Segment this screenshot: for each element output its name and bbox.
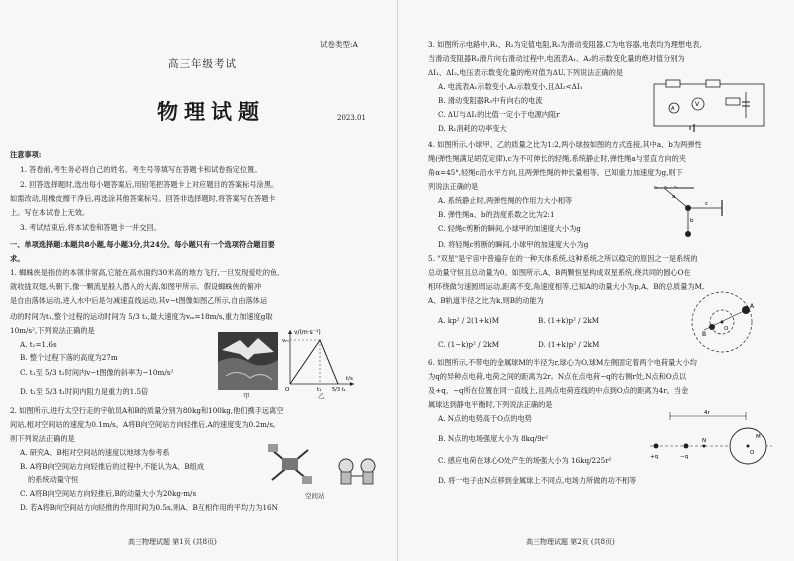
- question-1-line: 1. 蜘蛛侠是指仿的本领非常高,它能在高水面约30米高的地方飞行,一旦发现爱吃的鱼,: [10, 268, 280, 277]
- question-5-option: D. (1+k)p² / 2kM: [538, 340, 600, 349]
- svg-text:c: c: [705, 201, 709, 207]
- exam-page-2: [397, 0, 794, 561]
- question-4-option: D. 将轻绳c剪断的瞬间,小球甲的加速度大小为g: [438, 240, 589, 249]
- svg-text:V: V: [695, 101, 700, 108]
- svg-text:N: N: [702, 438, 707, 444]
- figure-caption-yi: 乙: [318, 392, 325, 400]
- question-5-option: A. kp² / 2(1+k)M: [438, 316, 500, 325]
- svg-text:4r: 4r: [704, 410, 710, 416]
- graph-t1-label: t₁: [317, 387, 322, 392]
- question-4-line: 列说法正确的是: [428, 182, 479, 191]
- question-6-line: 属球达到静电平衡时,下列说法正确的是: [428, 400, 553, 409]
- question-5-option: B. (1+k)p² / 2kM: [538, 316, 600, 325]
- question-3-option: B. 滑动变阻器R₃中有向右的电流: [438, 96, 543, 105]
- graph-origin: O: [285, 387, 290, 392]
- question-1-line: 10m/s²,下列说法正确的是: [10, 326, 95, 335]
- question-3-option: D. R₁消耗的功率变大: [438, 124, 507, 133]
- question-6-option: B. N点的电场强度大小为 8kq/9r²: [438, 434, 548, 443]
- charges-sphere-figure: [646, 408, 776, 474]
- question-4-option: C. 轻绳c剪断的瞬间,小球甲的加速度大小为g: [438, 224, 581, 233]
- question-4-line: 绳(弹性绳满足胡克定律),c为不可伸长的轻绳,系统静止时,弹性绳a与竖直方向的夹: [428, 154, 686, 163]
- question-6-line: 6. 如图所示,不带电的金属球M的半径为r,球心为O,球M左侧固定着两个电荷量大小均: [428, 358, 697, 367]
- diving-bird-photo: [218, 332, 278, 390]
- question-3-line: 当滑动变阻器R₃滑片向右滑动过程中,电流表A₁、A₂的示数变化量的绝对值分别为: [428, 54, 685, 63]
- question-6-option: D. 将一电子由N点移到金属球上不同点,电场力所做的功不相等: [438, 476, 637, 485]
- exam-date: 2023.01: [337, 114, 366, 122]
- notes-heading: 注意事项:: [10, 150, 42, 159]
- question-3-line: ΔI₁、ΔI₂,电压表示数变化量的绝对值为ΔU,下列说法正确的是: [428, 68, 624, 77]
- question-4-option: B. 弹性绳a、b的劲度系数之比为2:1: [438, 210, 555, 219]
- svg-text:a: a: [672, 194, 676, 200]
- note-line: 2. 回答选择题时,选出每小题答案后,用铅笔把答题卡上对应题目的答案标号涂黑。: [20, 180, 279, 189]
- subject-title: 物理试题: [157, 99, 265, 124]
- question-5-line: 5. "双星"是宇宙中普遍存在的一种天体系统,这种系统之所以稳定的原因之一是系统的: [428, 254, 698, 263]
- svg-text:A: A: [671, 106, 675, 112]
- question-2-option: B. A将B向空间站方向轻推后的过程中,不能认为A、B组成: [20, 462, 205, 471]
- svg-text:A: A: [750, 303, 755, 310]
- note-line: 1. 答卷前,考生务必将自己的姓名、考生号等填写在答题卡和试卷指定位置。: [20, 165, 262, 174]
- question-2-option: D. 若A将B向空间站方向轻推的作用时间为0.5s,则A、B互相作用的平均力为16N: [20, 503, 278, 512]
- svg-text:+q: +q: [650, 454, 659, 460]
- question-2-line: 2. 如图所示,进行太空行走的宇航员A和B的质量分别为80kg和100kg,他们携手远离空: [10, 406, 284, 415]
- question-2-option: 的系统动量守恒: [28, 475, 79, 484]
- question-4-option: A. 系统静止时,两弹性绳的作用力大小相等: [438, 196, 573, 205]
- question-5-line: 总动量守恒且总动量为0。如图所示,A、B两颗恒星构成双星系统,绕共同的圆心O在: [428, 268, 691, 277]
- svg-text:−q: −q: [680, 454, 689, 460]
- svg-text:M: M: [756, 434, 761, 440]
- circuit-diagram: [650, 78, 770, 134]
- note-line: 如需改动,用橡皮擦干净后,再选涂其他答案标号。回答非选择题时,将答案写在答题卡: [10, 194, 276, 203]
- question-1-line: 就收拢双翅,头朝下,像一颗流星般人潜入的大海,如图甲所示。假设蜘蛛侠的俯冲: [10, 282, 262, 291]
- figure-caption-station: 空间站: [305, 492, 325, 500]
- exam-type-label: 试卷类型:A: [320, 40, 358, 49]
- figure-caption-jia: 甲: [243, 392, 250, 400]
- question-2-line: 则下列说法正确的是: [10, 434, 75, 443]
- question-1-option: B. 整个过程下落的高度为27m: [20, 353, 118, 362]
- space-station-figure: [268, 440, 388, 500]
- question-3-line: 3. 如图所示电路中,R₁、R₂为定值电阻,R₃为滑动变阻器,C为电容器,电表均为理想电表,: [428, 40, 702, 49]
- svg-text:O: O: [724, 326, 729, 332]
- page-footer: 高三物理试题 第1页 (共8页): [128, 538, 217, 546]
- page-footer: 高三物理试题 第2页 (共8页): [526, 538, 615, 546]
- question-2-line: 间站,相对空间站的速度为0.1m/s。A将B向空间站方向轻推后,A的速度变为0.2m/s,: [10, 420, 276, 429]
- svg-text:b: b: [690, 218, 694, 224]
- note-line: 上。写在本试卷上无效。: [10, 208, 90, 217]
- question-6-line: 及+q、−q所在位置在同一直线上,且两点电荷连线的中点到O点的距离为4r。当金: [428, 386, 689, 395]
- section-heading: 一、单项选择题:本题共8小题,每小题3分,共24分。每小题只有一个选项符合题目要: [10, 240, 275, 249]
- question-2-option: C. A将B向空间站方向轻推后,B的动量大小为20kg·m/s: [20, 489, 197, 498]
- question-2-option: A. 研究A、B相对空间站的速度以地球为参考系: [20, 448, 170, 457]
- question-1-option: A. t₁=1.6s: [20, 340, 57, 349]
- question-6-line: 为q的异种点电荷,电荷之间的距离为2r。N点在点电荷−q的右侧r处,N点和O点以: [428, 372, 687, 381]
- svg-text:B: B: [702, 331, 707, 338]
- graph-x-label: t/s: [346, 376, 353, 382]
- question-3-option: A. 电流表A₁示数变小,A₂示数变小,且ΔI₂<ΔI₁: [438, 82, 583, 91]
- question-1-option: C. t₁至 5/3 t₁时间内v−t图像的斜率为−10m/s²: [20, 368, 174, 377]
- exam-title: 高三年级考试: [168, 58, 237, 70]
- question-5-line: A、B轨道半径之比为k,则B的动能为: [428, 296, 544, 305]
- question-1-line: 动的时间为t₁,整个过程的运动时间为 5/3 t₁,最大速度为vₘ=18m/s,重力加速度g取: [10, 312, 273, 321]
- question-5-option: C. (1−k)p² / 2kM: [438, 340, 500, 349]
- velocity-time-graph: [282, 326, 358, 392]
- question-3-option: C. ΔU与ΔI₁的比值一定小于电源内阻r: [438, 110, 560, 119]
- question-5-line: 相环绕做匀速圆周运动,距离不变,角速度相等,已知A的动量大小为p,A、B的总质量为M,: [428, 282, 705, 291]
- question-6-option: A. N点的电势高于O点的电势: [438, 414, 532, 423]
- question-4-line: 4. 如图所示,小球甲、乙的质量之比为1:2,两小球按如图的方式连接,其中a、b为两弹性: [428, 140, 702, 149]
- graph-y-label: v/(m·s⁻¹): [294, 329, 321, 336]
- note-line: 3. 考试结束后,将本试卷和答题卡一并交回。: [20, 223, 161, 232]
- question-1-option: D. t₁至 5/3 t₁时间内阻力是重力的1.5倍: [20, 387, 149, 396]
- question-1-line: 是自由落体运动,进入水中后是匀减速直线运动,其v−t图像如图乙所示,自由落体运: [10, 296, 268, 305]
- hanging-balls-figure: [650, 186, 732, 244]
- graph-vm-label: vₘ: [282, 338, 289, 344]
- question-4-line: 角α=45°,轻绳c沿水平方向,且两弹性绳的伸长量相等。已知重力加速度为g,则下: [428, 168, 683, 177]
- question-6-option: C. 感应电荷在球心O处产生的场强大小为 16kq/225r²: [438, 456, 612, 465]
- svg-text:O: O: [750, 450, 755, 456]
- section-heading-cont: 求。: [10, 254, 25, 263]
- graph-t2-label: 5/3 t₁: [332, 387, 346, 392]
- binary-star-figure: [674, 286, 774, 356]
